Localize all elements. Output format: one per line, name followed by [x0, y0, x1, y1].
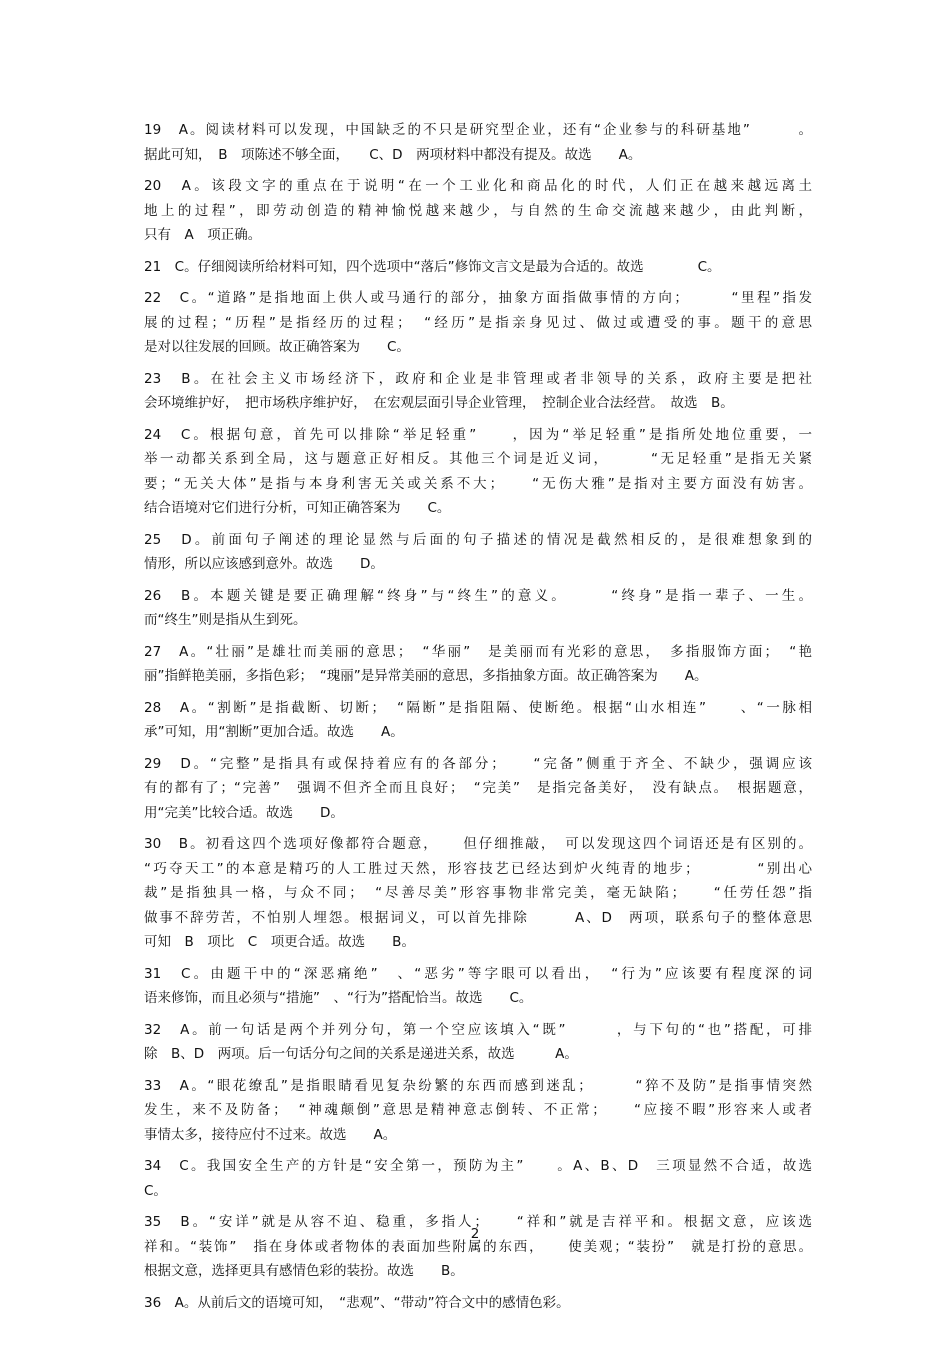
- text-line: 承”可知，用“割断”更加合适。故选 A。: [144, 724, 404, 740]
- text-line: 据此可知， B 项陈述不够全面， C、D 两项材料中都没有提及。故选 A。: [144, 146, 642, 163]
- answer-entry: [144, 696, 812, 745]
- page-number: 2: [470, 1226, 480, 1242]
- answer-entry: [144, 423, 812, 521]
- text-line: 做事不辞劳苦，不怕别人埋怨。根据词义，可以首先排除 A、D 两项，联系句子的整体意思: [144, 909, 812, 926]
- text-line: 除 B、D 两项。后一句话分句之间的关系是递进关系，故选 A。: [144, 1046, 578, 1062]
- text-line: 24 C。根据句意，首先可以排除“举足轻重” ，因为“举足轻重”是指所处地位重要，一: [144, 426, 812, 443]
- text-line: 21 C。仔细阅读所给材料可知，四个选项中“落后”修饰文言文是最为合适的。故选 C。: [144, 258, 721, 275]
- text-line: 19 A。阅读材料可以发现，中国缺乏的不只是研究型企业，还有“企业参与的科研基地” 。: [144, 122, 812, 138]
- text-line: 地上的过程”，即劳动创造的精神愉悦越来越少，与自然的生命交流越来越少，由此判断，: [144, 202, 812, 219]
- text-line: 34 C。我国安全生产的方针是“安全第一，预防为主” 。A、B、D 三项显然不合适，故选: [144, 1158, 812, 1174]
- text-line: 23 B。在社会主义市场经济下，政府和企业是非管理或者非领导的关系，政府主要是把社: [144, 370, 812, 387]
- answer-entry: [144, 1154, 812, 1203]
- answer-entry: [144, 286, 812, 360]
- text-line: 33 A。“眼花缭乱”是指眼睛看见复杂纷繁的东西而感到迷乱； “猝不及防”是指事情突然: [144, 1077, 812, 1094]
- text-line: 根据文意，选择更具有感情色彩的装扮。故选 B。: [144, 1263, 464, 1279]
- text-line: 事情太多，接待应付不过来。故选 A。: [144, 1126, 397, 1143]
- answer-entry: [144, 255, 812, 280]
- answer-entry: [144, 1018, 812, 1067]
- text-line: “巧夺天工”的本意是精巧的人工胜过天然，形容技艺已经达到炉火纯青的地步； “别出心: [144, 860, 812, 877]
- text-line: 举一动都关系到全局，这与题意正好相反。其他三个词是近义词， “无足轻重”是指无关紧: [144, 451, 812, 467]
- text-line: 27 A。“壮丽”是雄壮而美丽的意思； “华丽” 是美丽而有光彩的意思， 多指服饰方面； “艳: [144, 643, 812, 660]
- text-line: 22 C。“道路”是指地面上供人或马通行的部分，抽象方面指做事情的方向； “里程”指发: [144, 290, 812, 306]
- text-line: 语来修饰，而且必须与“措施” 、“行为”搭配恰当。故选 C。: [144, 990, 533, 1006]
- text-line: 要；“无关大体”是指与本身利害无关或关系不大； “无伤大雅”是指对主要方面没有妨害。: [144, 475, 812, 492]
- text-line: 结合语境对它们进行分析，可知正确答案为 C。: [144, 500, 451, 516]
- text-line: 情形，所以应该感到意外。故选 D。: [144, 556, 384, 572]
- text-line: 32 A。前一句话是两个并列分句，第一个空应该填入“既” ，与下句的“也”搭配，可排: [144, 1021, 812, 1038]
- text-line: 用“完美”比较合适。故选 D。: [144, 804, 344, 821]
- text-line: 36 A。从前后文的语境可知， “悲观”、“带动”符合文中的感情色彩。: [144, 1294, 570, 1311]
- answer-entry: [144, 367, 812, 416]
- text-line: 28 A。“割断”是指截断、切断； “隔断”是指阻隔、使断绝。根据“山水相连” 、“一脉相: [144, 699, 812, 716]
- answer-entry: [144, 1291, 812, 1316]
- answer-entry: [144, 1210, 812, 1284]
- text-line: 可知 B 项比 C 项更合适。故选 B。: [144, 934, 415, 950]
- text-line: 是对以往发展的回顾。故正确答案为 C。: [144, 339, 410, 355]
- text-line: 29 D。“完整”是指具有或保持着应有的各部分； “完备”侧重于齐全、不缺少，强调应该: [144, 755, 812, 772]
- answer-entry: [144, 1074, 812, 1148]
- text-line: 发生，来不及防备； “神魂颠倒”意思是精神意志倒转、不正常； “应接不暇”形容来人或者: [144, 1102, 812, 1118]
- answer-entry: [144, 528, 812, 577]
- answer-entry: [144, 584, 812, 633]
- text-line: 30 B。初看这四个选项好像都符合题意， 但仔细推敲， 可以发现这四个词语还是有区别的。: [144, 836, 812, 852]
- text-line: 35 B。“安详”就是从容不迫、稳重，多指人； “祥和”就是吉祥平和。根据文意，应该选: [144, 1214, 812, 1230]
- text-line: 祥和。“装饰” 指在身体或者物体的表面加些附属的东西， 使美观；“装扮” 就是打扮的意思。: [144, 1238, 812, 1255]
- answer-entry: [144, 752, 812, 826]
- text-line: 31 C。由题干中的“深恶痛绝” 、“恶劣”等字眼可以看出， “行为”应该要有程度深的词: [144, 965, 812, 982]
- text-line: 会环境维护好， 把市场秩序维护好， 在宏观层面引导企业管理， 控制企业合法经营。 故选 B。: [144, 395, 734, 411]
- answer-entry: [144, 174, 812, 248]
- text-line: 而“终生”则是指从生到死。: [144, 612, 307, 628]
- text-line: 25 D。前面句子阐述的理论显然与后面的句子描述的情况是截然相反的，是很难想象到的: [144, 531, 812, 548]
- text-line: 20 A。该段文字的重点在于说明“在一个工业化和商品化的时代，人们正在越来越远离土: [144, 178, 812, 194]
- answer-entry: [144, 640, 812, 689]
- answer-explanations: [144, 118, 812, 1322]
- answer-entry: [144, 832, 812, 955]
- answer-entry: [144, 962, 812, 1011]
- text-line: C。: [144, 1182, 167, 1199]
- text-line: 裁”是指独具一格，与众不同； “尽善尽美”形容事物非常完美，毫无缺陷； “任劳任怨”指: [144, 885, 812, 901]
- text-line: 丽”指鲜艳美丽，多指色彩； “瑰丽”是异常美丽的意思，多指抽象方面。故正确答案为 A。: [144, 668, 708, 684]
- text-line: 只有 A 项正确。: [144, 227, 262, 243]
- text-line: 有的都有了；“完善” 强调不但齐全而且良好； “完美” 是指完备美好， 没有缺点。 根据题意，: [144, 780, 812, 796]
- text-line: 展的过程；“历程”是指经历的过程； “经历”是指亲身见过、做过或遭受的事。题干的意思: [144, 314, 812, 331]
- text-line: 26 B。本题关键是要正确理解“终身”与“终生”的意义。 “终身”是指一辈子、一生。: [144, 587, 812, 604]
- answer-entry: [144, 118, 812, 167]
